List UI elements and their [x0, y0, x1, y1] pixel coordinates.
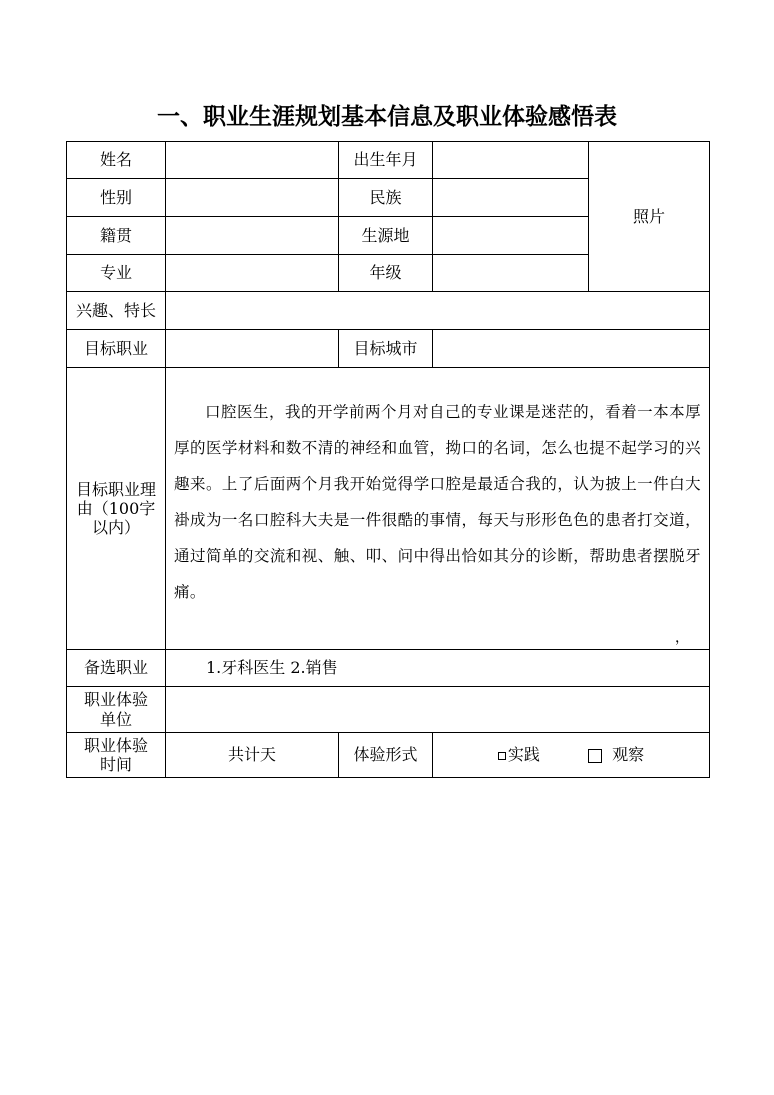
label-interests: 兴趣、特长	[67, 292, 166, 330]
target-city-field[interactable]	[433, 330, 710, 368]
label-grade: 年级	[339, 255, 433, 292]
days-value: 共计天	[227, 745, 276, 765]
observe-label: 观察	[612, 745, 645, 765]
practice-label: 实践	[507, 745, 540, 765]
photo-box[interactable]	[589, 142, 710, 292]
label-ethnicity: 民族	[339, 179, 433, 217]
days-field[interactable]	[166, 733, 339, 778]
label-target-city: 目标城市	[339, 330, 433, 368]
origin-field[interactable]	[433, 217, 589, 255]
gender-field[interactable]	[166, 179, 339, 217]
unit-field[interactable]	[166, 687, 710, 733]
label-reason: 目标职业理由（100字以内）	[67, 368, 166, 650]
practice-checkbox[interactable]	[498, 752, 506, 760]
interests-field[interactable]	[166, 292, 710, 330]
label-origin: 生源地	[339, 217, 433, 255]
ethnicity-field[interactable]	[433, 179, 589, 217]
label-native-place: 籍贯	[67, 217, 166, 255]
alt-job-field[interactable]	[166, 650, 710, 687]
career-info-table	[66, 141, 710, 778]
reason-cell[interactable]	[166, 368, 710, 650]
grade-field[interactable]	[433, 255, 589, 292]
label-name: 姓名	[67, 142, 166, 179]
birth-field[interactable]	[433, 142, 589, 179]
label-unit: 职业体验单位	[67, 687, 166, 733]
name-field[interactable]	[166, 142, 339, 179]
major-field[interactable]	[166, 255, 339, 292]
target-job-field[interactable]	[166, 330, 339, 368]
alt-job-value: 1.牙科医生 2.销售	[206, 658, 338, 678]
native-place-field[interactable]	[166, 217, 339, 255]
label-photo: 照片	[632, 206, 665, 226]
label-gender: 性别	[67, 179, 166, 217]
label-alt-job: 备选职业	[67, 650, 166, 687]
label-major: 专业	[67, 255, 166, 292]
form-options	[433, 733, 710, 778]
reason-text: 口腔医生，我的开学前两个月对自己的专业课是迷茫的，看着一本本厚厚的医学材料和数不清的神经和血管，拗口的名词，怎么也提不起学习的兴趣来。上了后面两个月我开始觉得学口腔是最适合我的，认为披上一件白大褂成为一名口腔科大夫是一件很酷的事情，每天与形形色色的患者打交道，通过简单的交流和视、触、叩、问中得出恰如其分的诊断，帮助患者摆脱牙痛。	[174, 403, 701, 601]
label-time: 职业体验时间	[67, 733, 166, 778]
page-title: 一、职业生涯规划基本信息及职业体验感悟表	[157, 104, 617, 130]
label-target-job: 目标职业	[67, 330, 166, 368]
label-birth: 出生年月	[339, 142, 433, 179]
label-form: 体验形式	[339, 733, 433, 778]
observe-checkbox[interactable]	[588, 749, 602, 763]
stray-mark: ，	[675, 630, 689, 647]
